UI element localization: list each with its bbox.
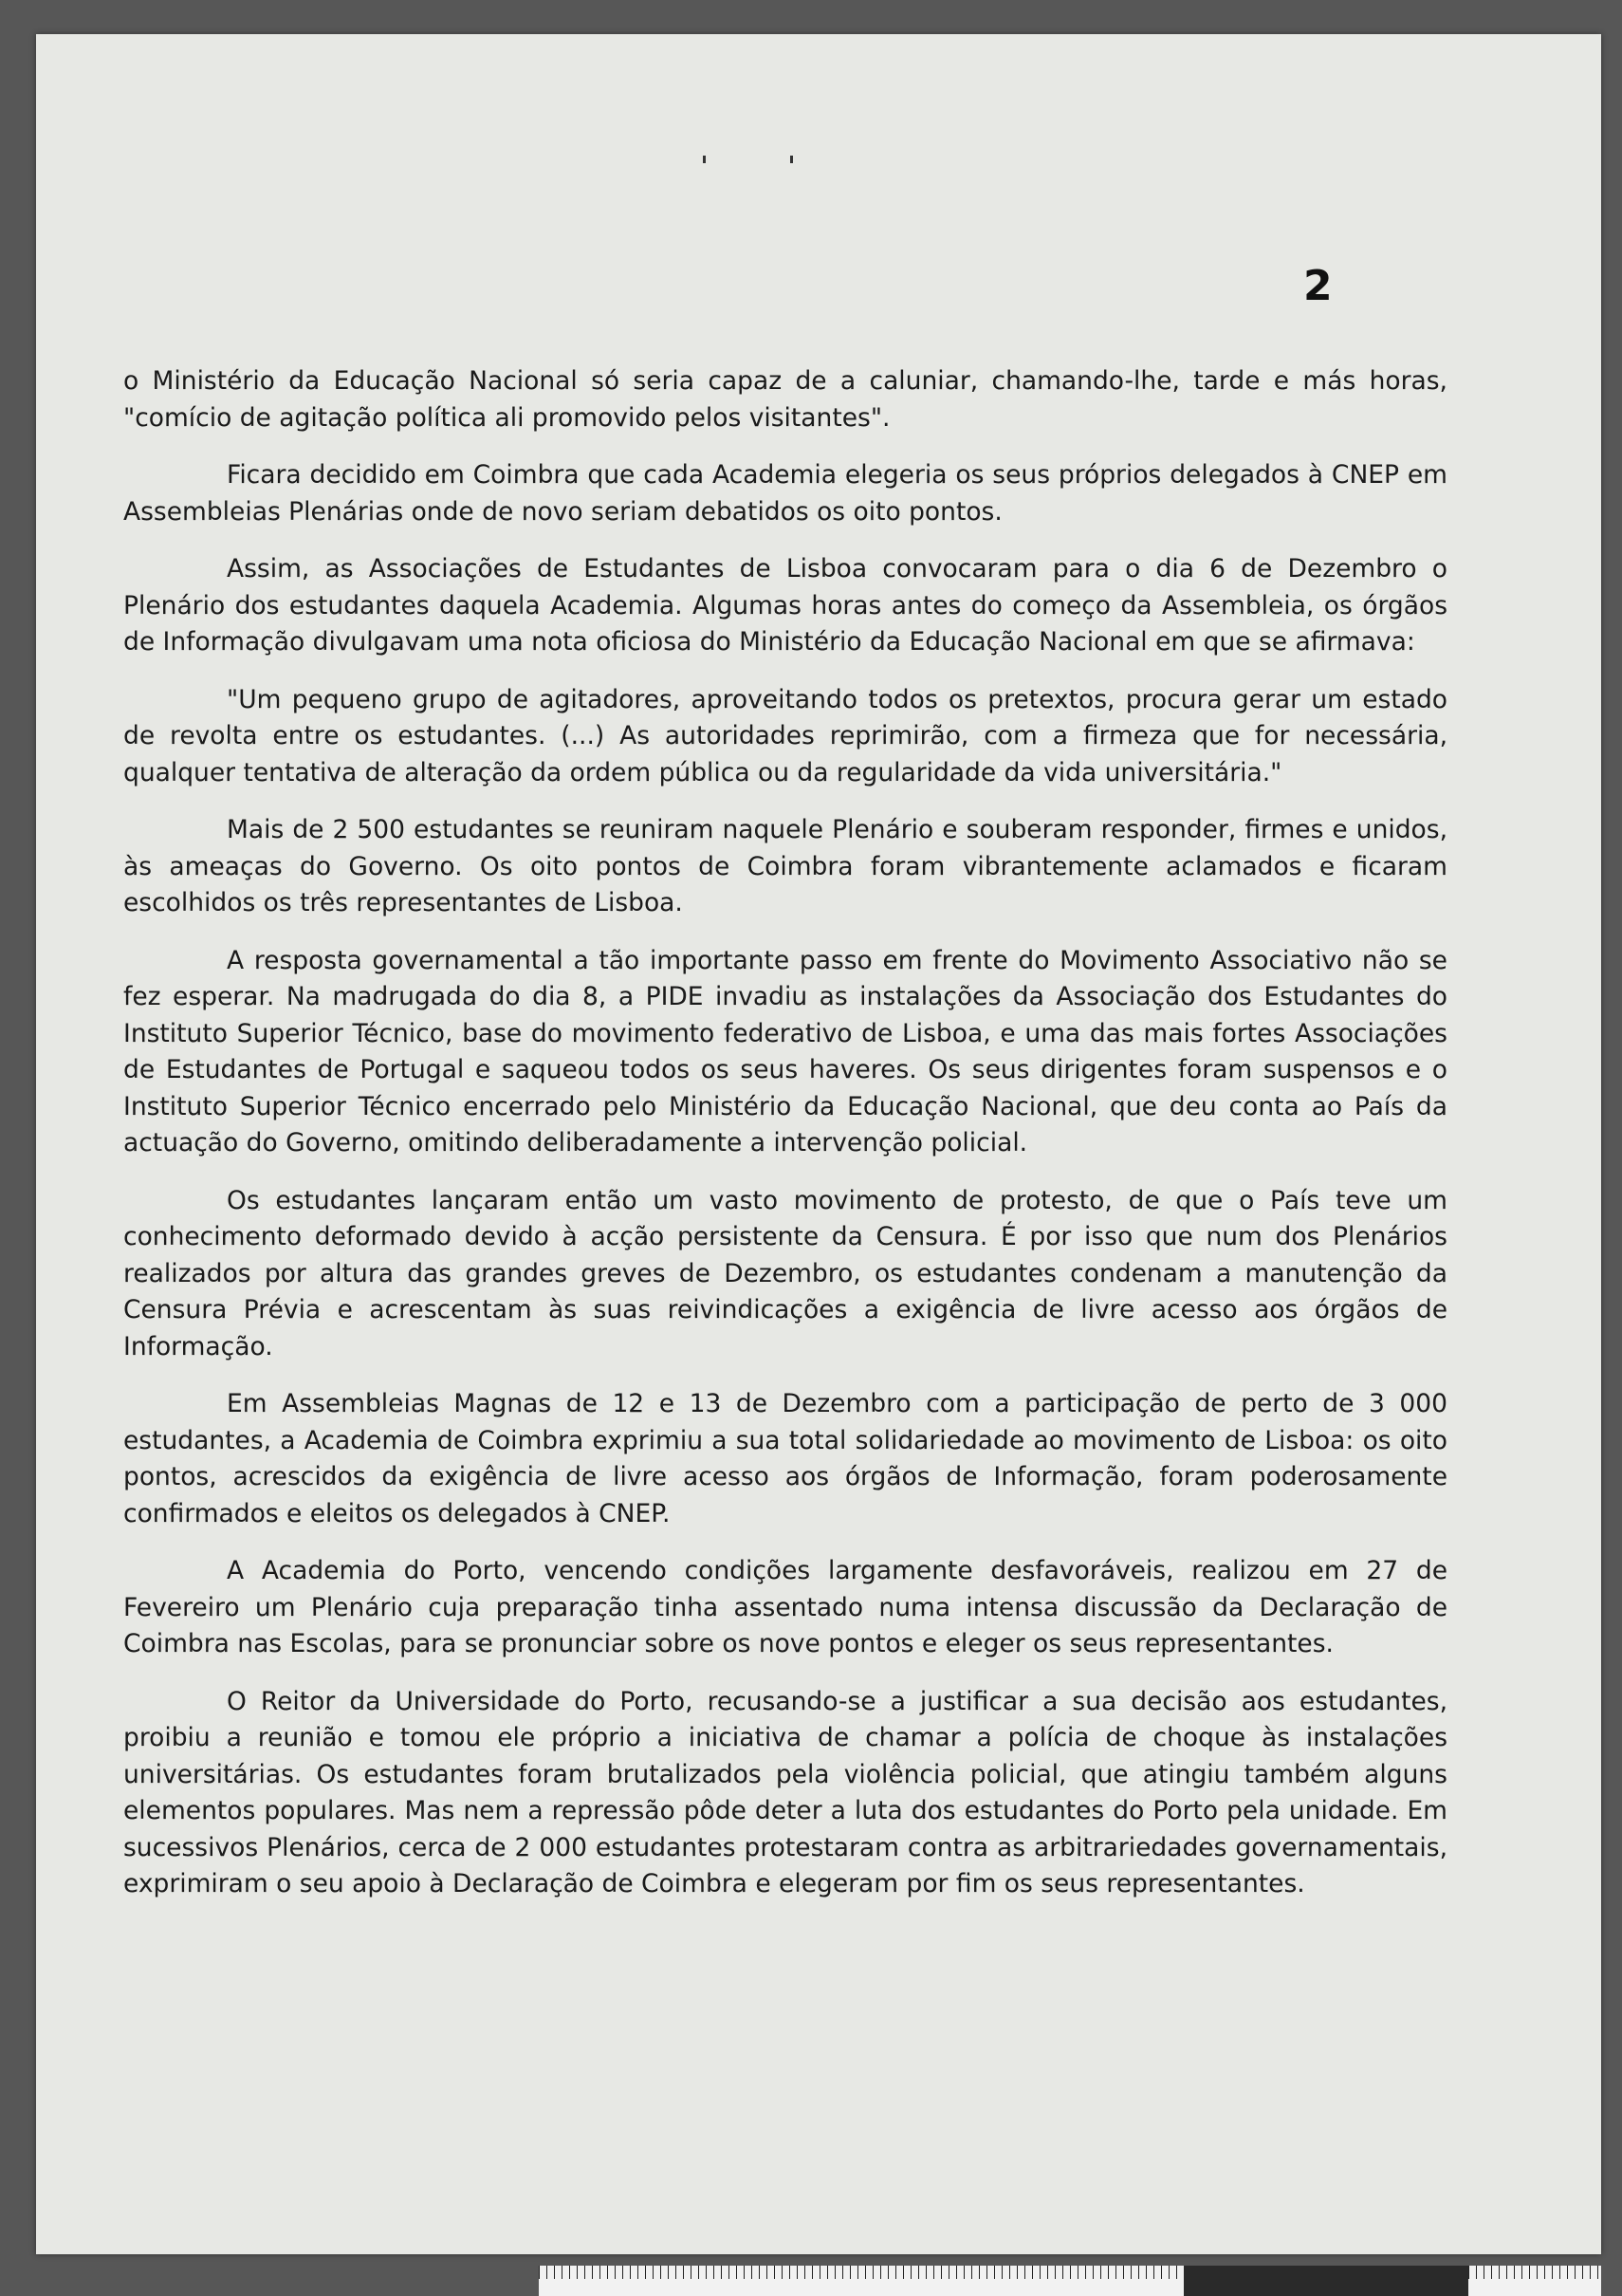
paragraph: Assim, as Associações de Estudantes de Lisboa convocaram para o dia 6 de Dezembro o Plenário dos estudantes daquela Academia. Algumas horas antes do começo da Assembleia, os órgãos de Informação divulgavam uma nota oficiosa do Ministério da Educação Nacional em que se afirmava: (123, 554, 1447, 657)
scale-ruler-end (1468, 2266, 1601, 2296)
scale-ruler-dark-band (1184, 2266, 1468, 2296)
paragraph: Mais de 2 500 estudantes se reuniram naquele Plenário e souberam responder, firmes e unidos, às ameaças do Governo. Os oito pontos de Coimbra foram vibrantemente aclamados e ficaram escolhidos os três representantes de Lisboa. (123, 815, 1447, 917)
registration-mark (703, 156, 706, 163)
quoted-note: "Um pequeno grupo de agitadores, aproveitando todos os pretextos, procura gerar um estado de revolta entre os estudantes. (...) As autoridades reprimirão, com a firmeza que for necessária, qualquer tentativa de alteração da ordem pública ou da regularidade da vida universitária." (123, 684, 1447, 787)
paragraph: A resposta governamental a tão importante passo em frente do Movimento Associativo não se fez esperar. Na madrugada do dia 8, a PIDE invadiu as instalações da Associação dos Estudantes do Instituto Superior Técnico, base do movimento federativo de Lisboa, e uma das mais fortes Associações de Estudantes de Portugal e saqueou todos os seus haveres. Os seus dirigentes foram suspensos e o Instituto Superior Técnico encerrado pelo Ministério da Educação Nacional, que deu conta ao País da actuação do Governo, omitindo deliberadamente a intervenção policial. (123, 945, 1447, 1157)
paragraph: A Academia do Porto, vencendo condições largamente desfavoráveis, realizou em 27 de Fevereiro um Plenário cuja preparação tinha assentado numa intensa discussão da Declaração de Coimbra nas Escolas, para se pronunciar sobre os nove pontos e eleger os seus representantes. (123, 1556, 1447, 1658)
registration-mark (790, 156, 793, 163)
paragraph: Os estudantes lançaram então um vasto movimento de protesto, de que o País teve um conhecimento deformado devido à acção persistente da Censura. É por isso que num dos Plenários realizados por altura das grandes greves de Dezembro, os estudantes condenam a manutenção da Censura Prévia e acrescentam às suas reivindicações a exigência de livre acesso aos órgãos de Informação. (123, 1185, 1447, 1361)
document-page (36, 34, 1601, 2254)
page-number: 2 (1303, 262, 1333, 310)
scale-ruler (539, 2266, 1184, 2296)
paragraph: O Reitor da Universidade do Porto, recusando-se a justificar a sua decisão aos estudantes, proibiu a reunião e tomou ele próprio a iniciativa de chamar a polícia de choque às instalações universitárias. Os estudantes foram brutalizados pela violência policial, que atingiu também alguns elementos populares. Mas nem a repressão pôde deter a luta dos estudantes do Porto pela unidade. Em sucessivos Plenários, cerca de 2 000 estudantes protestaram contra as arbitrariedades governamentais, exprimiram o seu apoio à Declaração de Coimbra e elegeram por fim os seus representantes. (123, 1686, 1447, 1898)
paragraph: Em Assembleias Magnas de 12 e 13 de Dezembro com a participação de perto de 3 000 estudantes, a Academia de Coimbra exprimiu a sua total solidariedade ao movimento de Lisboa: os oito pontos, acrescidos da exigência de livre acesso aos órgãos de Informação, foram poderosamente confirmados e eleitos os delegados à CNEP. (123, 1389, 1447, 1528)
paragraph: Ficara decidido em Coimbra que cada Academia elegeria os seus próprios delegados à CNEP em Assembleias Plenárias onde de novo seriam debatidos os oito pontos. (123, 460, 1447, 527)
document-body (123, 363, 1447, 1924)
paragraph: o Ministério da Educação Nacional só seria capaz de a caluniar, chamando-lhe, tarde e más horas, "comício de agitação política ali promovido pelos visitantes". (123, 366, 1447, 433)
